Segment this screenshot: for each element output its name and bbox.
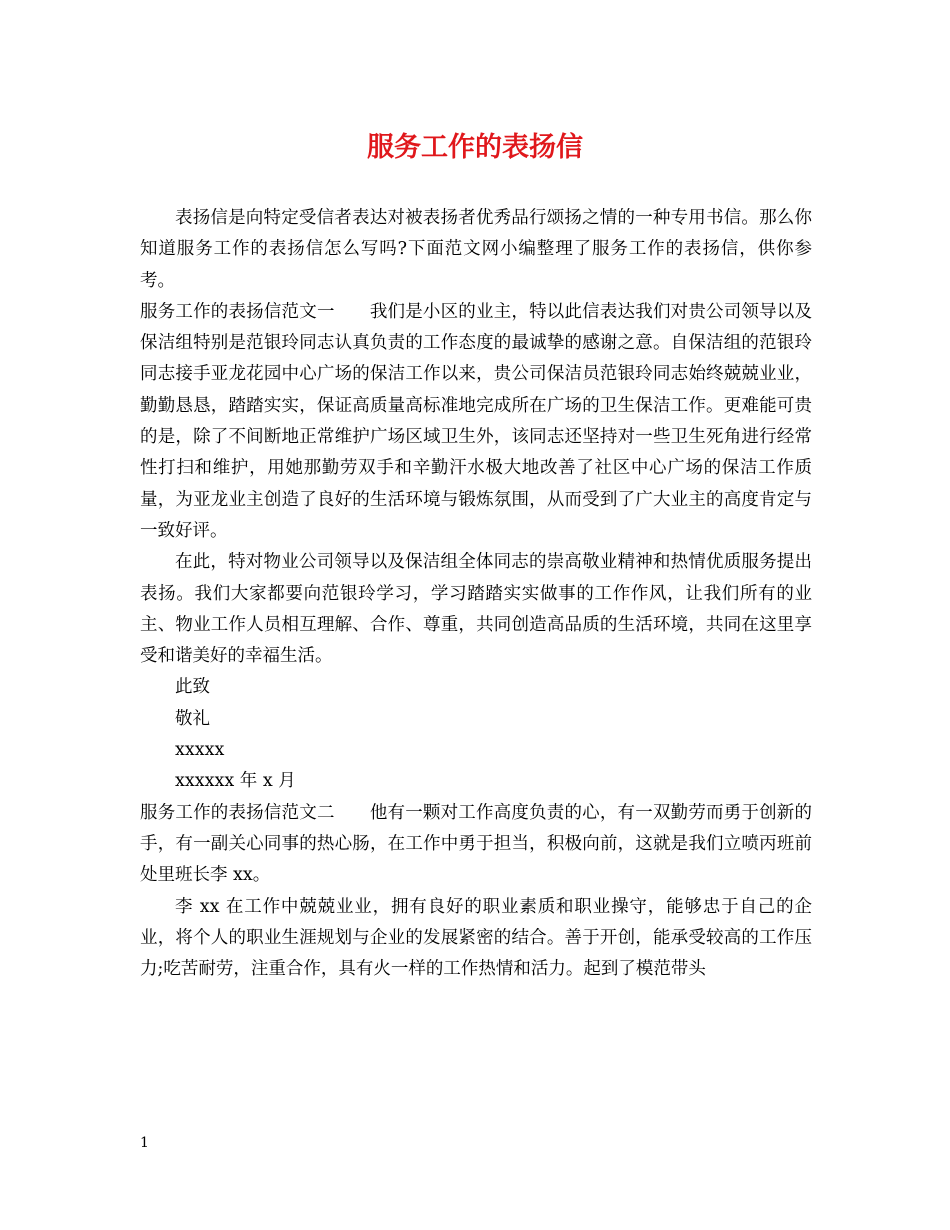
letter-date: xxxxxx 年 x 月 (175, 771, 296, 792)
closing-regards: 敬礼 (175, 708, 210, 729)
intro-paragraph: 表扬信是向特定受信者表达对被表扬者优秀品行颂扬之情的一种专用书信。那么你知道服务工作的表扬信怎么写吗?下面范文网小编整理了服务工作的表扬信，供你参考。 (140, 208, 812, 291)
page-number: 1 (140, 1135, 149, 1151)
document-title: 服务工作的表扬信 (367, 132, 583, 163)
sample1-heading: 服务工作的表扬信范文一 (140, 301, 335, 322)
document-body (140, 203, 812, 985)
sample1-text: 我们是小区的业主，特以此信表达我们对贵公司领导以及保洁组特别是范银玲同志认真负责的工作态度的最诚挚的感谢之意。自保洁组的范银玲同志接手亚龙花园中心广场的保洁工作以来，贵公司保洁员范银玲同志始终兢兢业业，勤勤恳恳，踏踏实实，保证高质量高标准地完成所在广场的卫生保洁工作。更难能可贵的是，除了不间断地正常维护广场区域卫生外，该同志还坚持对一些卫生死角进行经常性打扫和维护，用她那勤劳双手和辛勤汗水极大地改善了社区中心广场的保洁工作质量，为亚龙业主创造了良好的生活环境与锻炼氛围，从而受到了广大业主的高度肯定与一致好评。 (140, 301, 812, 541)
sample2-text: 他有一颗对工作高度负责的心，有一双勤劳而勇于创新的手，有一副关心同事的热心肠，在工作中勇于担当，积极向前，这就是我们立喷丙班前处里班长李 xx。 (140, 802, 812, 886)
sample2-paragraph-2: 李 xx 在工作中兢兢业业，拥有良好的职业素质和职业操守，能够忠于自己的企业，将个人的职业生涯规划与企业的发展紧密的结合。善于开创，能承受较高的工作压力;吃苦耐劳，注重合作，具有火一样的工作热情和活力。起到了模范带头 (140, 896, 812, 980)
sample1-paragraph (140, 297, 812, 547)
closing-salutation: 此致 (175, 677, 210, 698)
sample2-heading: 服务工作的表扬信范文二 (140, 802, 335, 823)
sample2-paragraph (140, 798, 812, 892)
sample1-paragraph-2: 在此，特对物业公司领导以及保洁组全体同志的崇高敬业精神和热情优质服务提出表扬。我们大家都要向范银玲学习，学习踏踏实实做事的工作作风，让我们所有的业主、物业工作人员相互理解、合作、尊重，共同创造高品质的生活环境，共同在这里享受和谐美好的幸福生活。 (140, 552, 812, 667)
signature: xxxxx (175, 740, 225, 761)
